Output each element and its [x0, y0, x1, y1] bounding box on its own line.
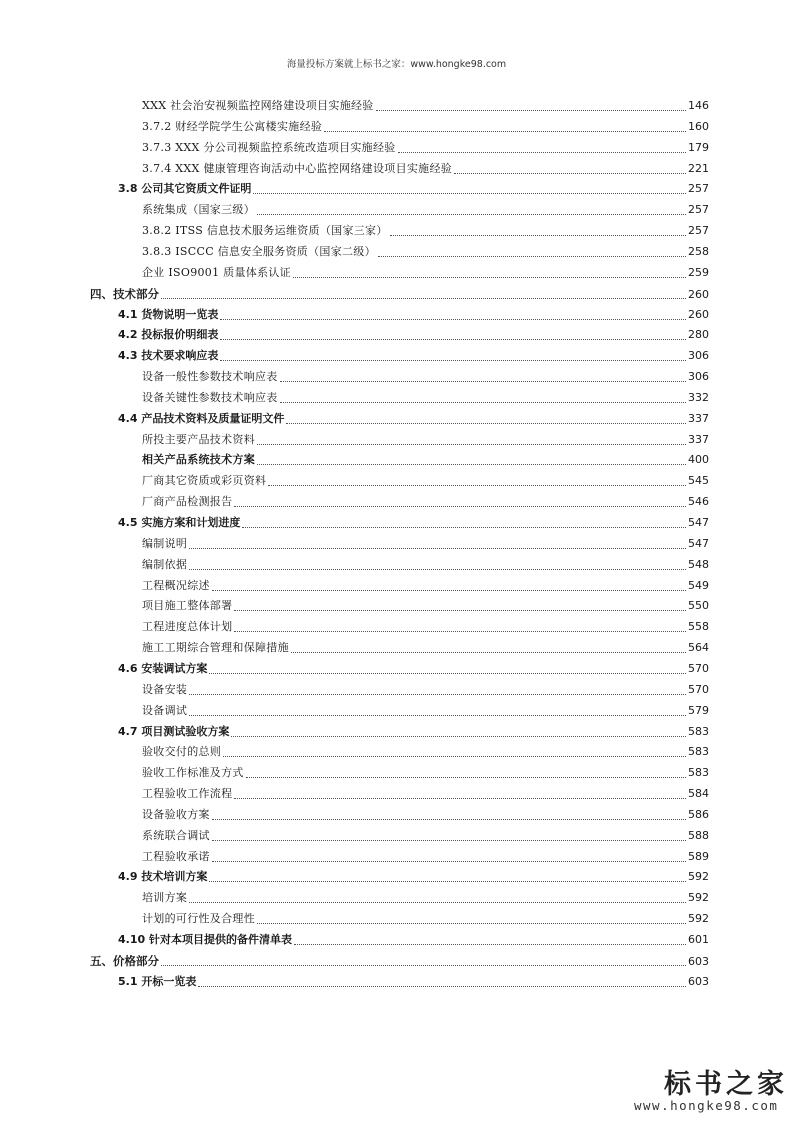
toc-entry[interactable] — [118, 867, 709, 887]
toc-entry-label: 编制说明 — [142, 536, 188, 550]
toc-page-number: 221 — [688, 161, 709, 175]
toc-entry-label: 厂商产品检测报告 — [142, 495, 233, 509]
toc-page-number: 546 — [688, 495, 709, 509]
toc-entry-label: 3.8.2 ITSS 信息技术服务运维资质（国家三家） — [142, 224, 388, 238]
toc-page-number: 592 — [688, 891, 709, 905]
toc-entry-label: 4.5 实施方案和计划进度 — [118, 516, 241, 529]
toc-leader-dots — [324, 130, 686, 132]
toc-leader-dots — [246, 776, 686, 778]
toc-entry-label: XXX 社会治安视频监控网络建设项目实施经验 — [142, 99, 374, 112]
toc-page-number: 579 — [688, 703, 709, 717]
toc-leader-dots — [189, 693, 686, 695]
toc-leader-dots — [220, 338, 686, 340]
toc-entry[interactable] — [142, 117, 709, 137]
toc-entry-label: 5.1 开标一览表 — [118, 974, 197, 988]
toc-entry[interactable] — [142, 784, 709, 804]
toc-entry[interactable] — [142, 909, 709, 929]
toc-entry[interactable] — [118, 972, 709, 992]
toc-entry[interactable] — [142, 430, 709, 450]
toc-entry[interactable] — [142, 847, 709, 867]
toc-page-number: 583 — [688, 724, 709, 738]
toc-entry-label: 验收工作标准及方式 — [142, 766, 244, 780]
toc-page-number: 570 — [688, 661, 709, 675]
toc-entry[interactable] — [142, 367, 709, 387]
toc-entry-label: 设备调试 — [142, 703, 188, 717]
toc-entry-label: 3.7.3 XXX 分公司视频监控系统改造项目实施经验 — [142, 140, 396, 154]
toc-leader-dots — [220, 318, 686, 320]
toc-page-number: 146 — [688, 99, 709, 112]
toc-entry[interactable] — [142, 159, 709, 179]
toc-entry-label: 4.7 项目测试验收方案 — [118, 724, 230, 738]
toc-page-number: 592 — [688, 912, 709, 926]
toc-entry-label: 4.1 货物说明一览表 — [118, 307, 219, 321]
toc-entry[interactable] — [142, 596, 709, 616]
toc-entry[interactable] — [142, 534, 709, 554]
toc-leader-dots — [223, 755, 686, 757]
toc-entry-label: 3.8 公司其它资质文件证明 — [118, 182, 252, 196]
toc-entry-label: 3.7.2 财经学院学生公寓楼实施经验 — [142, 119, 323, 133]
toc-page-number: 570 — [688, 682, 709, 696]
toc-entry[interactable] — [142, 200, 709, 220]
toc-entry[interactable] — [142, 138, 709, 158]
toc-leader-dots — [212, 589, 686, 591]
toc-leader-dots — [286, 422, 686, 424]
toc-entry-label: 设备关键性参数技术响应表 — [142, 390, 278, 404]
toc-entry[interactable] — [142, 450, 709, 470]
toc-leader-dots — [390, 234, 686, 236]
toc-leader-dots — [293, 276, 686, 278]
toc-entry-label: 设备安装 — [142, 682, 188, 696]
toc-page-number: 179 — [688, 140, 709, 154]
toc-entry-label: 项目施工整体部署 — [142, 599, 233, 613]
toc-entry[interactable] — [142, 763, 709, 783]
toc-entry-label: 工程验收承诺 — [142, 849, 210, 863]
toc-entry[interactable] — [118, 325, 709, 345]
toc-leader-dots — [209, 672, 686, 674]
toc-entry[interactable] — [142, 555, 709, 575]
toc-page-number: 547 — [688, 516, 709, 529]
toc-leader-dots — [161, 964, 686, 966]
toc-leader-dots — [454, 172, 686, 174]
toc-entry[interactable] — [118, 179, 709, 199]
toc-leader-dots — [242, 526, 686, 528]
toc-leader-dots — [253, 192, 686, 194]
toc-page-number: 583 — [688, 745, 709, 759]
toc-leader-dots — [234, 630, 686, 632]
toc-entry[interactable] — [142, 221, 709, 241]
toc-entry-label: 4.6 安装调试方案 — [118, 661, 208, 675]
toc-page-number: 257 — [688, 203, 709, 217]
toc-leader-dots — [189, 568, 686, 570]
toc-entry[interactable] — [142, 492, 709, 512]
toc-entry[interactable] — [118, 513, 709, 533]
toc-entry-label: 4.3 技术要求响应表 — [118, 349, 219, 363]
toc-entry[interactable] — [142, 680, 709, 700]
toc-leader-dots — [234, 797, 686, 799]
page-header: 海量投标方案就上标书之家：www.hongke98.com — [286, 59, 507, 70]
toc-entry[interactable] — [142, 638, 709, 658]
toc-page-number: 306 — [688, 349, 709, 363]
toc-leader-dots — [212, 818, 686, 820]
toc-leader-dots — [220, 359, 686, 361]
toc-page-number: 601 — [688, 933, 709, 946]
toc-entry[interactable] — [90, 284, 709, 304]
toc-page-number: 548 — [688, 557, 709, 571]
toc-entry-label: 验收交付的总则 — [142, 745, 222, 759]
toc-page-number: 280 — [688, 328, 709, 342]
toc-page-number: 588 — [688, 828, 709, 842]
toc-entry[interactable] — [118, 409, 709, 429]
toc-page-number: 547 — [688, 536, 709, 550]
toc-entry-label: 4.4 产品技术资料及质量证明文件 — [118, 411, 285, 425]
toc-leader-dots — [212, 860, 686, 862]
toc-leader-dots — [291, 651, 686, 653]
toc-entry-label: 4.2 投标报价明细表 — [118, 328, 219, 342]
toc-entry-label: 培训方案 — [142, 891, 188, 905]
toc-page-number: 549 — [688, 578, 709, 592]
toc-leader-dots — [257, 213, 686, 215]
toc-page-number: 603 — [688, 954, 709, 968]
toc-leader-dots — [376, 109, 686, 111]
toc-entry-label: 系统集成（国家三级） — [142, 203, 255, 217]
toc-leader-dots — [257, 922, 686, 924]
toc-entry-label: 工程验收工作流程 — [142, 787, 233, 801]
toc-entry[interactable] — [118, 346, 709, 366]
toc-entry-label: 工程概况综述 — [142, 578, 210, 592]
toc-leader-dots — [398, 151, 686, 153]
toc-entry-label: 4.9 技术培训方案 — [118, 870, 208, 884]
toc-entry[interactable] — [142, 263, 709, 283]
toc-page-number: 258 — [688, 244, 709, 258]
toc-entry-label: 设备验收方案 — [142, 807, 210, 821]
toc-leader-dots — [189, 901, 686, 903]
toc-entry-label: 所投主要产品技术资料 — [142, 432, 255, 446]
toc-entry-label: 系统联合调试 — [142, 828, 210, 842]
toc-leader-dots — [234, 609, 686, 611]
toc-leader-dots — [189, 547, 686, 549]
toc-entry[interactable] — [118, 305, 709, 325]
toc-page-number: 257 — [688, 182, 709, 196]
toc-leader-dots — [212, 839, 686, 841]
toc-entry-label: 计划的可行性及合理性 — [142, 912, 255, 926]
toc-entry[interactable] — [142, 742, 709, 762]
watermark-logo: 标书之家 — [664, 1069, 788, 1100]
watermark-url: www.hongke98.com — [634, 1098, 779, 1113]
toc-entry[interactable] — [142, 96, 709, 116]
toc-entry-label: 四、技术部分 — [90, 286, 159, 301]
toc-entry-label: 设备一般性参数技术响应表 — [142, 370, 278, 384]
toc-page-number: 337 — [688, 432, 709, 446]
toc-leader-dots — [161, 297, 686, 299]
toc-entry-label: 五、价格部分 — [90, 953, 159, 968]
toc-entry[interactable] — [142, 701, 709, 721]
toc-entry-label: 3.7.4 XXX 健康管理咨询活动中心监控网络建设项目实施经验 — [142, 161, 453, 175]
toc-entry-label: 施工工期综合管理和保障措施 — [142, 641, 289, 655]
toc-entry[interactable] — [118, 930, 709, 950]
toc-entry[interactable] — [142, 826, 709, 846]
toc-entry-label: 编制依据 — [142, 557, 188, 571]
toc-page-number: 589 — [688, 849, 709, 863]
toc-page-number: 586 — [688, 807, 709, 821]
toc-entry[interactable] — [142, 576, 709, 596]
toc-page-number: 583 — [688, 766, 709, 780]
toc-entry[interactable] — [118, 659, 709, 679]
toc-leader-dots — [268, 484, 686, 486]
toc-entry[interactable] — [142, 471, 709, 491]
toc-page-number: 332 — [688, 390, 709, 404]
toc-page-number: 584 — [688, 787, 709, 801]
toc-entry-label: 工程进度总体计划 — [142, 620, 233, 634]
toc-entry[interactable] — [90, 951, 709, 971]
toc-page-number: 400 — [688, 453, 709, 467]
toc-leader-dots — [257, 443, 686, 445]
toc-entry-label: 3.8.3 ISCCC 信息安全服务资质（国家二级） — [142, 244, 376, 258]
toc-leader-dots — [294, 943, 686, 945]
toc-entry[interactable] — [142, 242, 709, 262]
toc-page-number: 306 — [688, 370, 709, 384]
toc-entry-label: 相关产品系统技术方案 — [142, 453, 255, 467]
toc-leader-dots — [231, 735, 686, 737]
toc-page-number: 558 — [688, 620, 709, 634]
toc-leader-dots — [189, 714, 686, 716]
toc-entry[interactable] — [142, 617, 709, 637]
toc-leader-dots — [209, 880, 686, 882]
toc-entry[interactable] — [118, 722, 709, 742]
toc-page-number: 337 — [688, 411, 709, 425]
toc-entry-label: 企业 ISO9001 质量体系认证 — [142, 265, 291, 279]
toc-page-number: 592 — [688, 870, 709, 884]
toc-page-number: 564 — [688, 641, 709, 655]
toc-page-number: 160 — [688, 119, 709, 133]
toc-page-number: 550 — [688, 599, 709, 613]
toc-entry-label: 4.10 针对本项目提供的备件清单表 — [118, 933, 292, 946]
toc-page-number: 545 — [688, 474, 709, 488]
toc-entry[interactable] — [142, 888, 709, 908]
toc-page-number: 257 — [688, 224, 709, 238]
toc-entry-label: 厂商其它资质或彩页资料 — [142, 474, 267, 488]
toc-entry[interactable] — [142, 805, 709, 825]
toc-page-number: 260 — [688, 287, 709, 301]
toc-leader-dots — [378, 255, 686, 257]
toc-page-number: 260 — [688, 307, 709, 321]
toc-page-number: 603 — [688, 974, 709, 988]
toc-page-number: 259 — [688, 265, 709, 279]
toc-leader-dots — [198, 985, 686, 987]
toc-leader-dots — [257, 463, 686, 465]
toc-leader-dots — [280, 380, 686, 382]
toc-entry[interactable] — [142, 388, 709, 408]
toc-leader-dots — [234, 505, 686, 507]
toc-leader-dots — [280, 401, 686, 403]
